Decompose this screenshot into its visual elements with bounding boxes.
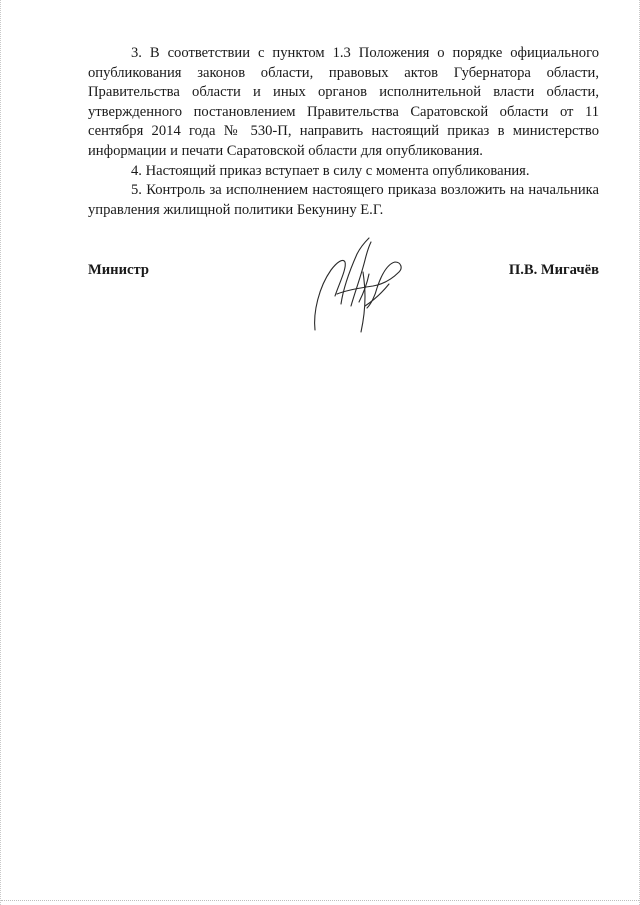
signer-name: П.В. Мигачёв <box>508 262 599 278</box>
handwritten-signature <box>301 232 416 337</box>
document-body <box>88 44 599 220</box>
signer-title: Министр <box>88 262 149 278</box>
paragraph-item-5: 5. Контроль за исполнением настоящего приказа возложить на начальника управления жилищной политики Бекунину Е.Г. <box>88 182 599 218</box>
paragraph-item-3: 3. В соответствии с пунктом 1.3 Положения о порядке официального опубликования законов области, правовых актов Губернатора области, Правительства области и иных органов исполнительной власти области, утвержденного постановлением Правительства Саратовской области от 11 сентября 2014 года № 530-П, направить настоящий приказ в министерство информации и печати Саратовской области для опубликования. <box>88 45 599 159</box>
page-bottom-edge <box>1 900 639 901</box>
paragraph-item-4: 4. Настоящий приказ вступает в силу с момента опубликования. <box>131 162 530 179</box>
